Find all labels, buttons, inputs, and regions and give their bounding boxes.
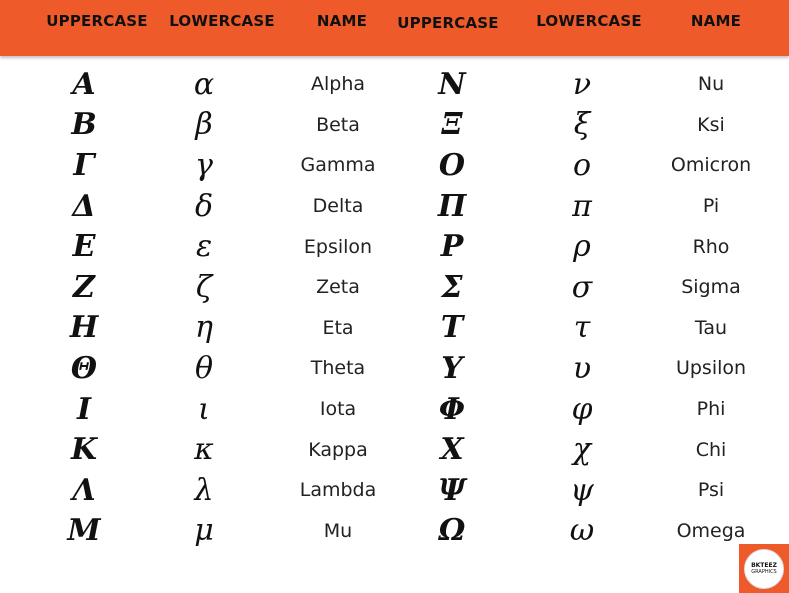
greek-letter-name: Tau [694, 316, 728, 339]
brand-logo [739, 544, 789, 593]
greek-uppercase-letter: Ι [76, 391, 92, 427]
greek-letter-name: Upsilon [675, 357, 747, 380]
greek-letter-name: Theta [310, 357, 366, 380]
greek-lowercase-letter: δ [194, 188, 214, 224]
greek-uppercase-letter: Γ [73, 147, 95, 183]
greek-lowercase-letter: τ [573, 310, 591, 346]
greek-letter-name: Rho [692, 235, 730, 258]
greek-uppercase-letter: Π [437, 188, 467, 224]
logo-badge [744, 549, 784, 589]
greek-lowercase-letter: ν [572, 66, 592, 102]
greek-lowercase-letter: ξ [573, 107, 591, 143]
greek-uppercase-letter: Ο [438, 147, 466, 183]
header-lowercase-left: LOWERCASE [169, 12, 275, 30]
greek-letter-name: Omicron [670, 154, 752, 177]
greek-letter-name: Iota [319, 398, 357, 421]
column-lowercase-right [570, 64, 594, 551]
greek-uppercase-letter: Ζ [73, 269, 95, 305]
header-name-right: NAME [690, 12, 742, 30]
greek-letter-name: Beta [316, 113, 360, 136]
greek-lowercase-letter: ψ [570, 472, 594, 508]
column-name-left [300, 64, 377, 551]
greek-uppercase-letter: Υ [441, 350, 463, 386]
greek-uppercase-letter: Ξ [441, 107, 463, 143]
greek-letter-name: Omega [676, 519, 746, 542]
table-header [0, 0, 789, 56]
greek-lowercase-letter: ρ [573, 229, 591, 265]
greek-letter-name: Lambda [299, 479, 377, 502]
column-uppercase-left [67, 64, 100, 551]
greek-lowercase-letter: σ [571, 269, 593, 305]
greek-letter-name: Ksi [697, 113, 725, 136]
header-name-left: NAME [316, 12, 368, 30]
greek-lowercase-letter: ι [198, 391, 210, 427]
greek-letter-name: Gamma [300, 154, 376, 177]
column-lowercase-left [194, 64, 214, 551]
greek-letter-name: Kappa [308, 438, 368, 461]
greek-letter-name: Delta [312, 195, 364, 218]
greek-uppercase-letter: Δ [72, 188, 96, 224]
greek-uppercase-letter: Ε [72, 229, 96, 265]
greek-letter-name: Phi [696, 398, 726, 421]
greek-letter-name: Sigma [681, 276, 741, 299]
greek-uppercase-letter: Φ [438, 391, 466, 427]
greek-uppercase-letter: Β [71, 107, 97, 143]
header-uppercase-right: UPPERCASE [397, 14, 499, 32]
column-uppercase-right [438, 64, 466, 551]
greek-letter-name: Eta [322, 316, 354, 339]
greek-uppercase-letter: Η [69, 310, 99, 346]
greek-lowercase-letter: κ [194, 432, 214, 468]
greek-lowercase-letter: π [572, 188, 592, 224]
greek-letter-name: Mu [323, 519, 353, 542]
greek-letter-name: Epsilon [303, 235, 373, 258]
greek-lowercase-letter: β [195, 107, 213, 143]
greek-lowercase-letter: χ [572, 432, 592, 468]
greek-uppercase-letter: Σ [441, 269, 463, 305]
greek-uppercase-letter: Ψ [438, 472, 466, 508]
greek-uppercase-letter: Ρ [440, 229, 464, 265]
greek-lowercase-letter: γ [195, 147, 213, 183]
greek-lowercase-letter: μ [194, 513, 214, 549]
greek-lowercase-letter: φ [571, 391, 593, 427]
greek-uppercase-letter: Χ [440, 432, 464, 468]
greek-lowercase-letter: η [195, 310, 213, 346]
greek-uppercase-letter: Ν [438, 66, 466, 102]
logo-line2: GRAPHICS [751, 569, 777, 575]
greek-lowercase-letter: θ [194, 350, 214, 386]
greek-uppercase-letter: Θ [70, 350, 98, 386]
header-lowercase-right: LOWERCASE [536, 12, 642, 30]
greek-uppercase-letter: Α [72, 66, 96, 102]
greek-uppercase-letter: Λ [72, 472, 96, 508]
greek-letter-name: Chi [695, 438, 727, 461]
greek-lowercase-letter: υ [572, 350, 592, 386]
greek-lowercase-letter: λ [194, 472, 214, 508]
greek-lowercase-letter: ε [195, 229, 213, 265]
greek-uppercase-letter: Τ [440, 310, 464, 346]
greek-uppercase-letter: Ω [438, 513, 466, 549]
greek-uppercase-letter: Κ [70, 432, 98, 468]
greek-letter-name: Psi [697, 479, 725, 502]
greek-letter-name: Nu [697, 73, 725, 96]
greek-lowercase-letter: ο [572, 147, 592, 183]
greek-lowercase-letter: ζ [195, 269, 213, 305]
greek-letter-name: Zeta [316, 276, 360, 299]
greek-letter-name: Alpha [310, 73, 366, 96]
greek-uppercase-letter: Μ [67, 513, 101, 549]
greek-lowercase-letter: α [193, 66, 215, 102]
header-uppercase-left: UPPERCASE [46, 12, 148, 30]
logo-line1: BKTEEZ [751, 562, 777, 569]
greek-lowercase-letter: ω [569, 513, 595, 549]
greek-letter-name: Pi [702, 195, 720, 218]
column-name-right [671, 64, 751, 551]
